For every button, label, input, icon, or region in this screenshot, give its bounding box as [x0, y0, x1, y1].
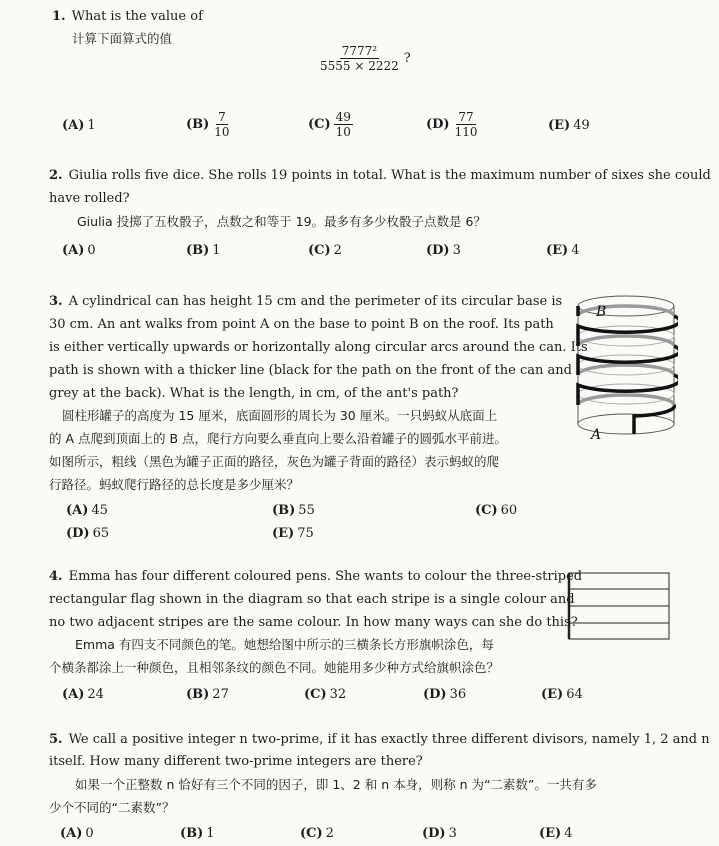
question-text-en-line: itself. How many different two-prime integers are there? — [49, 754, 423, 769]
flag-diagram — [566, 571, 672, 641]
option-c[interactable]: (C) 2 — [300, 826, 334, 841]
option-b[interactable]: (B) 55 — [272, 503, 315, 518]
question-number: 3. — [49, 294, 63, 309]
question-text-zh-line: 的 A 点爬到顶面上的 B 点，爬行方向要么垂直向上要么沿着罐子的圆弧水平前进。 — [49, 431, 508, 446]
option-a[interactable]: (A) 0 — [62, 243, 96, 258]
question-text-en-line: 30 cm. An ant walks from point A on the base to point B on the roof. Its path — [49, 317, 554, 332]
question-text-en-line: have rolled? — [49, 191, 130, 206]
question-text-zh-line: 个横条都涂上一种颜色，且相邻条纹的颜色不同。她能用多少种方式给旗帜涂色？ — [49, 660, 500, 675]
cylinder-diagram — [574, 292, 678, 442]
label-a: A — [591, 427, 602, 442]
option-e[interactable]: (E) 49 — [548, 118, 590, 133]
question-number: 4. — [49, 569, 63, 584]
question-text-en-line: grey at the back). What is the length, in cm, of the ant's path? — [49, 386, 459, 401]
question-text-zh-line: 如果一个正整数 n 恰好有三个不同的因子，即 1、2 和 n 本身，则称 n 为“二素数”。一共有多 — [75, 777, 597, 792]
option-c[interactable]: (C) 2 — [308, 243, 342, 258]
option-b[interactable]: (B) 1 — [186, 243, 221, 258]
question-text-zh-line: 行路径。蚂蚁爬行路径的总长度是多少厘米？ — [49, 477, 300, 492]
option-c[interactable]: (C) $\frac{49}{10}$ — [308, 110, 351, 139]
option-b[interactable]: (B) 27 — [186, 687, 229, 702]
label-b: B — [596, 304, 607, 320]
option-e[interactable]: (E) 64 — [541, 687, 583, 702]
option-d[interactable]: (D) 36 — [423, 687, 467, 702]
question-text-en-line: A cylindrical can has height 15 cm and the perimeter of its circular base is — [68, 294, 563, 309]
option-a[interactable]: (A) 24 — [62, 687, 104, 702]
expression-denominator: 5555 × 2222 — [320, 59, 399, 73]
option-e[interactable]: (E) 75 — [272, 526, 314, 541]
expression-question-mark: ? — [403, 51, 411, 66]
question-text-en-line: path is shown with a thicker line (black for the path on the front of the can and — [49, 363, 572, 378]
question-text-en-line: is either vertically upwards or horizontally along circular arcs around the can. Its — [49, 340, 588, 355]
option-e[interactable]: (E) 4 — [539, 826, 573, 841]
question-number: 2. — [49, 168, 63, 183]
option-c[interactable]: (C) 32 — [304, 687, 347, 702]
question-text-zh-line: 圆柱形罐子的高度为 15 厘米，底面圆形的周长为 30 厘米。一只蚂蚁从底面上 — [62, 408, 498, 423]
option-d[interactable]: (D) 3 — [422, 826, 457, 841]
expression — [318, 44, 411, 73]
option-d[interactable]: (D) $\frac{77}{110}$ — [426, 110, 478, 139]
question-text-en: What is the value of — [71, 9, 203, 24]
question-text-zh: 计算下面算式的值 — [72, 31, 173, 46]
option-c[interactable]: (C) 60 — [475, 503, 518, 518]
question-text-en-line: rectangular flag shown in the diagram so that each stripe is a single colour and — [49, 592, 575, 607]
question-number: 5. — [49, 732, 63, 747]
question-text-en-line: Emma has four different coloured pens. She wants to colour the three-striped — [68, 569, 583, 584]
question-text-en-line: no two adjacent stripes are the same colour. In how many ways can she do this? — [49, 615, 578, 630]
question-number: 1. — [52, 9, 66, 24]
expression-numerator: 7777² — [341, 44, 378, 58]
option-a[interactable]: (A) 1 — [62, 118, 96, 133]
question-text-zh: Giulia 投掷了五枚骰子，点数之和等于 19。最多有多少枚骰子点数是 6？ — [77, 214, 486, 229]
option-e[interactable]: (E) 4 — [546, 243, 580, 258]
option-b[interactable]: (B) 1 — [180, 826, 215, 841]
option-d[interactable]: (D) 3 — [426, 243, 461, 258]
question-text-zh-line: 少个不同的“二素数”？ — [49, 800, 175, 815]
option-d[interactable]: (D) 65 — [66, 526, 110, 541]
question-text-en-line: We call a positive integer n two-prime, if it has exactly three different divisors, namely 1, 2 and n — [68, 732, 710, 747]
option-b[interactable]: (B) $\frac{7}{10}$ — [186, 110, 230, 139]
option-a[interactable]: (A) 0 — [60, 826, 94, 841]
question-text-zh-line: 如图所示，粗线（黑色为罐子正面的路径，灰色为罐子背面的路径）表示蚂蚁的爬 — [49, 454, 500, 469]
question-text-zh-line: Emma 有四支不同颜色的笔。她想给图中所示的三横条长方形旗帜涂色，每 — [75, 637, 494, 652]
option-a[interactable]: (A) 45 — [66, 503, 108, 518]
question-text-en-line: Giulia rolls five dice. She rolls 19 points in total. What is the maximum number of sixes she could — [68, 168, 711, 183]
